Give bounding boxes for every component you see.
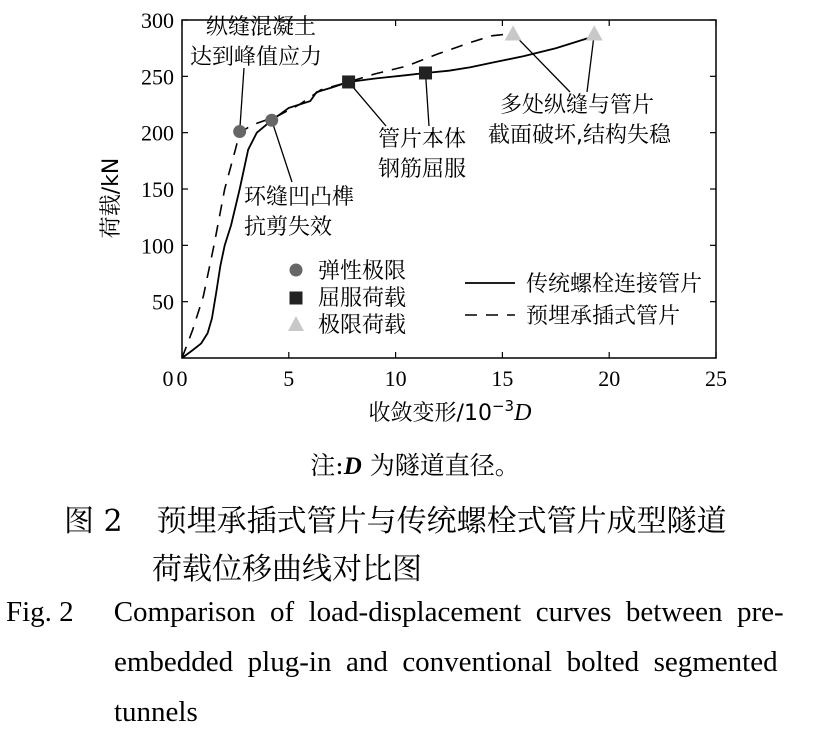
legend-yield-symbol [290, 292, 303, 305]
annotation-text: 纵缝混凝土 [206, 15, 317, 40]
figure-caption-en [6, 596, 784, 629]
y-tick-label: 150 [141, 177, 174, 202]
legend-elastic-symbol [290, 264, 303, 277]
figure-title-cn-line2: 荷载位移曲线对比图 [152, 552, 422, 587]
legend-ultimate-label: 极限荷载 [318, 313, 407, 338]
legend-elastic-label: 弹性极限 [318, 259, 407, 284]
annotation-leader-line [513, 34, 570, 92]
annotation-rebar-yield [378, 127, 466, 182]
x-tick-label: 0 [176, 366, 188, 391]
x-tick-label: 15 [491, 366, 514, 391]
annotation-text: 多处纵缝与管片 [500, 93, 655, 118]
figure-title-en-line1: Comparison of load-displacement curves between pre- [113, 596, 784, 628]
ultimate-load-marker [586, 26, 603, 41]
figure-title-en-line3: tunnels [114, 696, 198, 728]
x-tick-label: 20 [598, 366, 621, 391]
chart-note [0, 446, 830, 482]
note-text: 为隧道直径。 [361, 451, 520, 480]
yield-load-marker [419, 66, 432, 79]
annotation-leader-line [272, 120, 292, 182]
legend-dashed-label: 预埋承插式管片 [526, 304, 681, 329]
annotation-text: 管片本体 [378, 127, 467, 152]
yield-load-marker [342, 75, 355, 88]
legend-solid-label: 传统螺栓连接管片 [526, 272, 703, 297]
figure-number-en: Fig. 2 [6, 596, 74, 628]
annotation-leader-line [349, 82, 386, 126]
figure-caption-cn [64, 496, 727, 540]
annotation-longitudinal-joint [190, 15, 322, 70]
y-axis-label: 荷载/kN [99, 157, 124, 239]
legend-ultimate-symbol [288, 316, 304, 331]
annotation-leader-line [240, 68, 244, 132]
y-tick-label: 100 [141, 233, 174, 259]
y-tick-label: 250 [141, 64, 174, 90]
y-tick-label: 50 [152, 289, 174, 315]
y-tick-label: 200 [141, 120, 174, 146]
note-prefix: 注: [310, 451, 344, 480]
x-tick-label: 25 [705, 366, 727, 391]
x-axis-label-main: 收敛变形/10 [368, 401, 492, 426]
x-tick-label: 5 [283, 366, 295, 391]
legend-yield-label: 屈服荷载 [318, 286, 407, 311]
figure-title-cn-line1: 预埋承插式管片与传统螺栓式管片成型隧道 [156, 504, 727, 539]
legend-markers [288, 259, 406, 338]
note-variable: D [343, 453, 362, 480]
annotation-text: 钢筋屈服 [378, 157, 467, 182]
x-axis-label-exp: −3 [491, 397, 515, 415]
x-tick-label: 10 [384, 366, 407, 391]
elastic-limit-marker [265, 114, 278, 127]
y-tick-label: 300 [141, 8, 174, 33]
elastic-limit-marker [233, 125, 246, 138]
legend-lines [465, 272, 702, 329]
annotation-structural-failure [488, 93, 672, 148]
figure-title-en-line2: embedded plug-in and conventional bolted segmented [114, 646, 778, 678]
ultimate-load-marker [505, 26, 522, 41]
x-axis-label-unit: D [514, 400, 532, 426]
marker-layer [233, 26, 603, 139]
x-axis-label [369, 397, 532, 426]
annotation-circumferential-joint [244, 185, 354, 240]
annotation-text: 截面破坏,结构失稳 [488, 123, 671, 148]
annotation-text: 抗剪失效 [244, 215, 333, 240]
annotation-text: 环缝凹凸榫 [244, 185, 355, 210]
annotation-leader-line [587, 34, 594, 92]
origin-label: 0 [162, 366, 174, 391]
annotation-text: 达到峰值应力 [190, 45, 323, 70]
annotation-leader-line [426, 73, 429, 126]
figure-number-cn: 图 2 [64, 504, 123, 539]
